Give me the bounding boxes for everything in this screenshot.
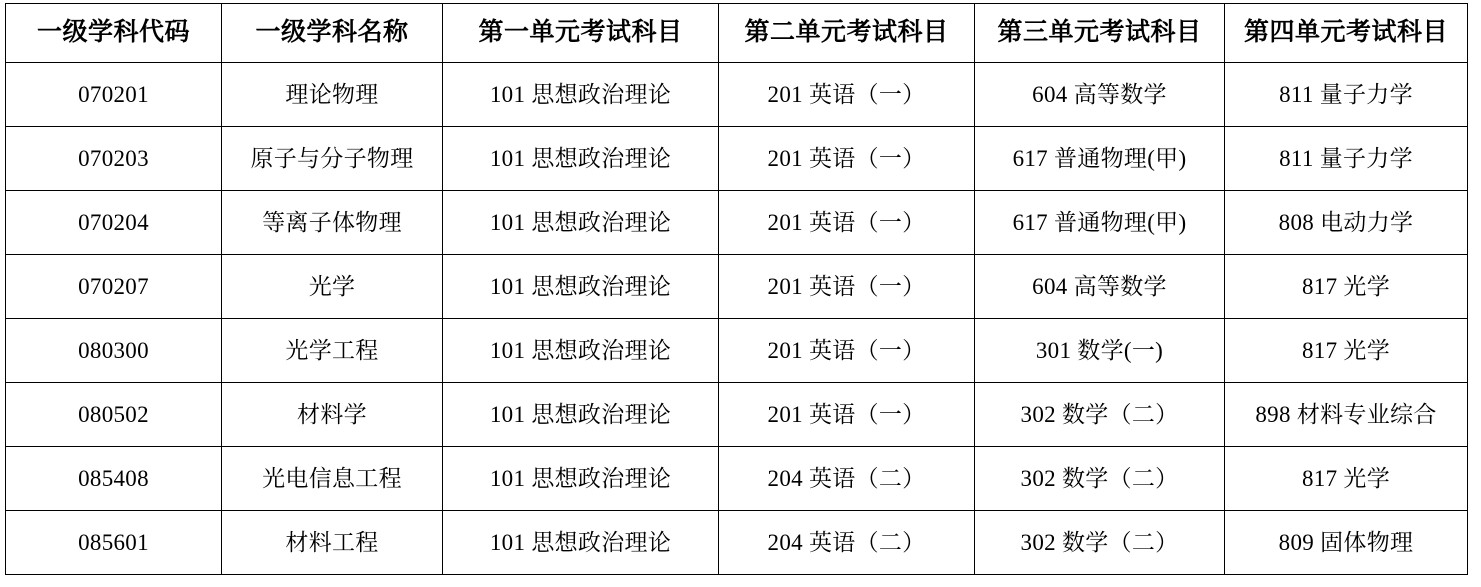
cell-unit3-subject: 302 数学（二）	[975, 383, 1225, 447]
cell-unit1-subject: 101 思想政治理论	[443, 511, 719, 575]
cell-unit4-subject: 809 固体物理	[1225, 511, 1468, 575]
cell-unit1-subject: 101 思想政治理论	[443, 191, 719, 255]
cell-unit2-subject: 201 英语（一）	[719, 63, 975, 127]
cell-unit4-subject: 817 光学	[1225, 255, 1468, 319]
cell-discipline-code: 070201	[6, 63, 222, 127]
column-header-unit2-subject: 第二单元考试科目	[719, 4, 975, 63]
column-header-unit1-subject: 第一单元考试科目	[443, 4, 719, 63]
cell-unit4-subject: 811 量子力学	[1225, 127, 1468, 191]
cell-unit1-subject: 101 思想政治理论	[443, 383, 719, 447]
cell-discipline-name: 理论物理	[222, 63, 443, 127]
table-row	[6, 255, 1468, 319]
cell-unit1-subject: 101 思想政治理论	[443, 63, 719, 127]
cell-unit3-subject: 617 普通物理(甲)	[975, 127, 1225, 191]
cell-discipline-name: 原子与分子物理	[222, 127, 443, 191]
cell-unit3-subject: 302 数学（二）	[975, 447, 1225, 511]
table-body	[6, 63, 1468, 575]
table-header-row	[6, 4, 1468, 63]
table-row	[6, 511, 1468, 575]
cell-discipline-code: 080502	[6, 383, 222, 447]
cell-discipline-code: 080300	[6, 319, 222, 383]
cell-unit2-subject: 204 英语（二）	[719, 511, 975, 575]
cell-unit1-subject: 101 思想政治理论	[443, 127, 719, 191]
column-header-discipline-name: 一级学科名称	[222, 4, 443, 63]
cell-unit4-subject: 817 光学	[1225, 319, 1468, 383]
cell-discipline-name: 材料工程	[222, 511, 443, 575]
column-header-unit3-subject: 第三单元考试科目	[975, 4, 1225, 63]
column-header-unit4-subject: 第四单元考试科目	[1225, 4, 1468, 63]
cell-discipline-code: 070204	[6, 191, 222, 255]
cell-discipline-code: 070203	[6, 127, 222, 191]
table-row	[6, 191, 1468, 255]
cell-unit4-subject: 808 电动力学	[1225, 191, 1468, 255]
table-row	[6, 63, 1468, 127]
table-row	[6, 319, 1468, 383]
table-header	[6, 4, 1468, 63]
cell-unit3-subject: 302 数学（二）	[975, 511, 1225, 575]
cell-unit4-subject: 898 材料专业综合	[1225, 383, 1468, 447]
cell-unit2-subject: 201 英语（一）	[719, 255, 975, 319]
cell-discipline-code: 070207	[6, 255, 222, 319]
cell-unit2-subject: 201 英语（一）	[719, 383, 975, 447]
cell-unit2-subject: 201 英语（一）	[719, 191, 975, 255]
cell-unit1-subject: 101 思想政治理论	[443, 255, 719, 319]
cell-discipline-name: 光电信息工程	[222, 447, 443, 511]
cell-unit4-subject: 811 量子力学	[1225, 63, 1468, 127]
cell-discipline-name: 光学	[222, 255, 443, 319]
cell-unit2-subject: 201 英语（一）	[719, 319, 975, 383]
cell-unit1-subject: 101 思想政治理论	[443, 319, 719, 383]
cell-unit3-subject: 604 高等数学	[975, 255, 1225, 319]
cell-unit2-subject: 201 英语（一）	[719, 127, 975, 191]
cell-discipline-name: 材料学	[222, 383, 443, 447]
cell-unit2-subject: 204 英语（二）	[719, 447, 975, 511]
cell-discipline-code: 085408	[6, 447, 222, 511]
table-row	[6, 383, 1468, 447]
cell-discipline-code: 085601	[6, 511, 222, 575]
cell-unit1-subject: 101 思想政治理论	[443, 447, 719, 511]
table-row	[6, 447, 1468, 511]
cell-unit3-subject: 604 高等数学	[975, 63, 1225, 127]
column-header-discipline-code: 一级学科代码	[6, 4, 222, 63]
cell-unit3-subject: 617 普通物理(甲)	[975, 191, 1225, 255]
cell-unit3-subject: 301 数学(一)	[975, 319, 1225, 383]
cell-unit4-subject: 817 光学	[1225, 447, 1468, 511]
table-row	[6, 127, 1468, 191]
exam-subjects-table	[5, 3, 1468, 575]
cell-discipline-name: 等离子体物理	[222, 191, 443, 255]
cell-discipline-name: 光学工程	[222, 319, 443, 383]
